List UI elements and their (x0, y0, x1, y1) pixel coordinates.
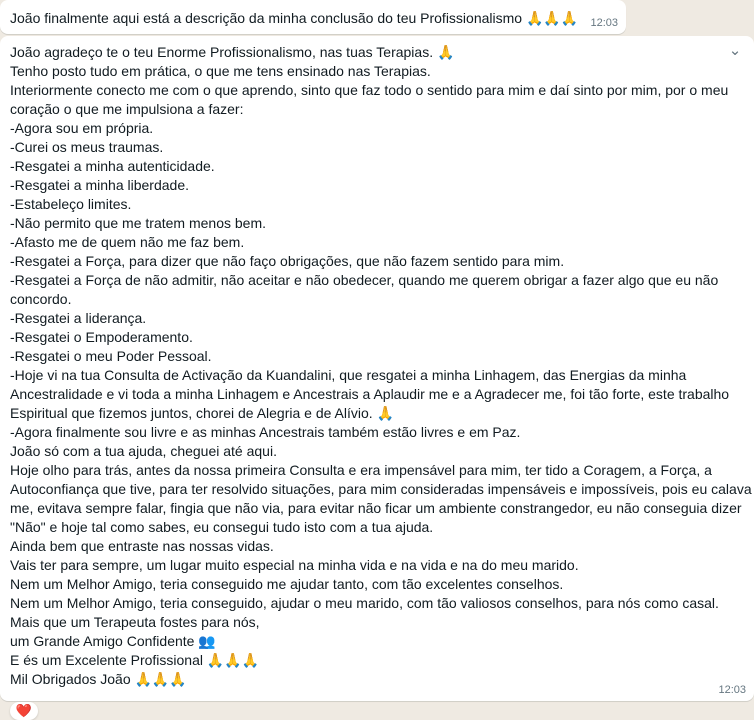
message-line: um Grande Amigo Confidente 👥 (10, 633, 216, 649)
message-line: -Resgatei a liderança. (10, 310, 147, 326)
message-line: Tenho posto tudo em prática, o que me tens ensinado nas Terapias. (10, 63, 431, 79)
heart-icon: ❤️ (15, 703, 33, 718)
message-bubble-2[interactable] (0, 36, 754, 701)
message-line: -Resgatei a Força, para dizer que não faço obrigações, que não fazem sentido para mim. (10, 253, 565, 269)
message-line: -Agora sou em própria. (10, 120, 154, 136)
message-line: Espiritual que fizemos juntos, chorei de Alegria e de Alívio. 🙏 (10, 405, 394, 421)
message-line: -Resgatei a Força de não admitir, não aceitar e não obedecer, quando me querem obrigar a fazer algo que eu não (10, 272, 719, 288)
message-line: João agradeço te o teu Enorme Profissionalismo, nas tuas Terapias. 🙏 (10, 44, 455, 60)
message-line: E és um Excelente Profissional 🙏🙏🙏 (10, 652, 260, 668)
message-line: -Resgatei a minha liberdade. (10, 177, 189, 193)
reaction-badge[interactable] (10, 702, 38, 720)
message-line: -Resgatei a minha autenticidade. (10, 158, 215, 174)
message-line: Nem um Melhor Amigo, teria conseguido, ajudar o meu marido, com tão valiosos conselhos, para nós como casal. (10, 595, 719, 611)
message-line: -Hoje vi na tua Consulta de Activação da Kuandalini, que resgatei a minha Linhagem, das Energias da minha (10, 367, 687, 383)
message-line: Autoconfiança que tive, para ter resolvido situações, para mim consideradas impensáveis e impossíveis, pois eu calava (10, 481, 752, 497)
message-time-1: 12:03 (590, 17, 618, 29)
message-line: Vais ter para sempre, um lugar muito especial na minha vida e na vida e na do meu marido. (10, 557, 579, 573)
message-line: me, evitava sempre falar, fingia que não via, para evitar não ficar um ambiente constrangedor, eu não conseguia dizer (10, 500, 742, 516)
message-line: "Não" e hoje tal como sabes, eu consegui tudo isto com a tua ajuda. (10, 519, 434, 535)
message-text-1: João finalmente aqui está a descrição da minha conclusão do teu Profissionalismo 🙏🙏🙏 (10, 10, 579, 26)
message-line: -Não permito que me tratem menos bem. (10, 215, 266, 231)
message-line: concordo. (10, 291, 72, 307)
message-line: coração o que me impulsiona a fazer: (10, 101, 244, 117)
message-line: -Agora finalmente sou livre e as minhas Ancestrais também estão livres e em Paz. (10, 424, 521, 440)
message-text-2 (10, 43, 752, 689)
message-line: Nem um Melhor Amigo, teria conseguido me ajudar tanto, com tão excelentes conselhos. (10, 576, 564, 592)
message-line: -Resgatei o Empoderamento. (10, 329, 193, 345)
message-line: João só com a tua ajuda, cheguei até aqui. (10, 443, 277, 459)
message-line: Mais que um Terapeuta fostes para nós, (10, 614, 260, 630)
message-line: -Afasto me de quem não me faz bem. (10, 234, 245, 250)
chevron-down-icon[interactable]: ⌄ (728, 42, 742, 59)
message-line: Hoje olho para trás, antes da nossa primeira Consulta e era impensável para mim, ter tido a Coragem, a Força, a (10, 462, 712, 478)
message-bubble-1[interactable] (0, 0, 626, 34)
message-line: -Estabeleço limites. (10, 196, 132, 212)
message-line: Mil Obrigados João 🙏🙏🙏 (10, 671, 187, 687)
message-line: Ainda bem que entraste nas nossas vidas. (10, 538, 274, 554)
message-line: Ancestralidade e vi toda a minha Linhagem e Ancestrais a Aplaudir me e a Agradecer me, foi tão forte, este trabalho (10, 386, 730, 402)
message-line: Interiormente conecto me com o que aprendo, sinto que faz todo o sentido para mim e daí sinto por mim, por o meu (10, 82, 729, 98)
message-line: -Resgatei o meu Poder Pessoal. (10, 348, 212, 364)
message-line: -Curei os meus traumas. (10, 139, 164, 155)
message-time-2: 12:03 (718, 684, 746, 696)
